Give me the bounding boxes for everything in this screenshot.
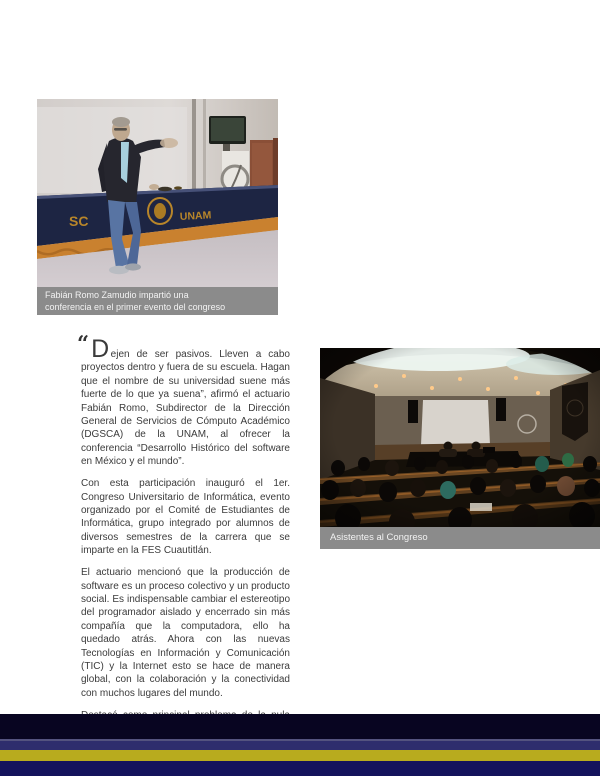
lead-quote-mark: “ [77,331,90,356]
tablecloth-left-text: SC [69,213,89,229]
speaker-caption-line1: Fabián Romo Zamudio impartió una [45,290,189,300]
audience-photo [320,348,600,527]
article-paragraph-1 [77,331,290,469]
article-text [77,331,290,744]
speaker-photo-caption [37,287,278,315]
footer-stripe-dark-navy [0,714,600,739]
speaker-photo-illustration [37,99,278,287]
paragraph-1-text: ejen de ser pasivos. Lleven a cabo proyectos dentro y fuera de su escuela. Hagan que el nombre de su universidad suene más fuerte de lo que ya suena”, afirmó el actuario Fabián Romo, Subdirector de la Dirección General de Servicios de Cómputo Académico (DGSCA) de la UNAM, al ofrecer la conferencia “Desarrollo Histórico del software en México y el mundo”. [81,349,290,468]
article-paragraph-2: Con esta participación inauguró el 1er. Congreso Universitario de Informática, evento organizado por el Comité de Estudiantes de Informática, grupo integrado por alumnos de diversos semestres de la carrera que se imparte en la FES Cuautitlán. [81,478,290,557]
footer-stripe-medium-blue [0,741,600,750]
audience-photo-illustration [320,348,600,527]
audience-photo-caption [320,527,600,549]
footer-stripe-yellow [0,750,600,761]
page-footer-stripes [0,714,600,776]
drop-cap: D [91,335,110,363]
tablecloth-right-text: UNAM [179,209,212,223]
footer-stripe-navy [0,761,600,776]
speaker-caption-line2: conferencia en el primer evento del congreso [45,301,226,312]
speaker-photo [37,99,278,287]
article-paragraph-3: El actuario mencionó que la producción de software es un proceso colectivo y un producto social. Es indispensable cambiar el estereotipo del programador aislado y encerrado sin más compañía que la computadora, ello ha quedado atrás. Ahora con las nuevas Tecnologías en Información y Comunicación (TIC) y la Internet esto se hace de manera global, con la colaboración y la conectividad con muchos lugares del mundo. [81,567,290,699]
audience-caption-text: Asistentes al Congreso [330,532,428,543]
